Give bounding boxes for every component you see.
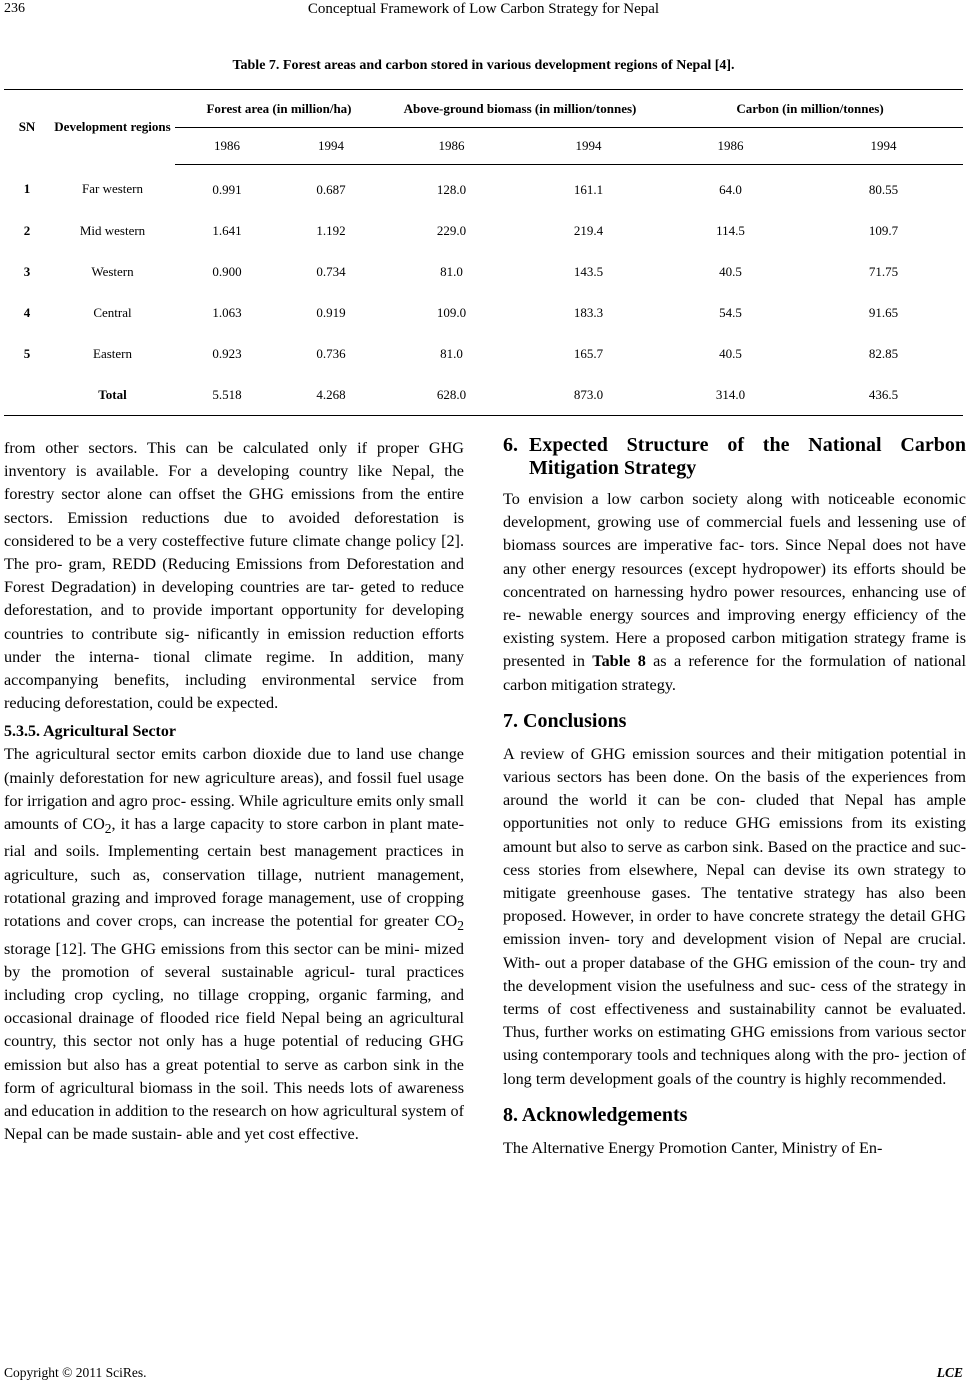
cell-value: 114.5 bbox=[716, 222, 745, 238]
body-paragraph: from other sectors. This can be calculated only if proper GHG inventory is available. For a developing country like Nepal, the forestry sector alone can offset the GHG emissions from the entire sectors. Emission reductions due to avoided deforestation is considered to be a very costeffective future climate change policy [2]. The pro- gram, REDD (Reducing Emissions from Deforestation and Forest Degradation) in developing countries are tar- geted to reduce deforestation, and to provide important opportunity for developing countries to contribute sig- nificantly in emission reduction efforts under the interna- tional climate regime. In addition, many accompanying benefits, including environmental service from reducing deforestation, could be expected. bbox=[4, 439, 464, 713]
cell-value: 436.5 bbox=[868, 386, 899, 402]
table-row bbox=[4, 292, 963, 333]
table-reference: Table 8 bbox=[592, 652, 646, 671]
cell-sn: 5 bbox=[23, 345, 31, 361]
section-number: 7. bbox=[503, 709, 518, 732]
body-paragraph: A review of GHG emission sources and their mitigation potential in various sectors has been done. On the basis of the experiences from around the world it can be con- cluded that Nepal has ample opportunities not only to reduce GHG emissions from its existing amount but also to serve as carbon sink. Based on the practice and suc- cess stories from elsewhere, Nepal can devise its own strategy to mitigate greenhouse gases. The tentative strategy has also been proposed. However, in order to have concrete strategy the detail GHG emission inven- tory and development vision of Nepal are crucial. With- out a proper database of the GHG emission of the coun- try and the development vision the usefulness and suc- cess of the strategy in terms of cost effectiveness and sustainability cannot be evaluated. Thus, further works on estimating GHG emissions from various sector using contemporary tools and techniques along with the pro- jection of long term development goals of the country is highly recommended. bbox=[503, 744, 966, 1088]
paragraph-text: To envision a low carbon society along with noticeable economic development, growing use of commercial fuels and lessening use of biomass sources are imperative fac- tors. Since Nepal does not have any other energy resources (except hydropower) its efforts should be concentrated on harnessing hydro power resources, enhancing use of re- newable energy sources and improving energy efficiency of the existing system. Here a proposed carbon mitigation strategy frame is presented in bbox=[503, 490, 966, 671]
running-title: Conceptual Framework of Low Carbon Strategy for Nepal bbox=[307, 1, 660, 17]
cell-sn: 1 bbox=[23, 181, 31, 197]
cell-value: 1.192 bbox=[316, 222, 346, 238]
cell-value: 80.55 bbox=[868, 181, 899, 197]
subsection-heading: 5.3.5. Agricultural Sector bbox=[4, 723, 176, 741]
header-year: 1986 bbox=[383, 128, 520, 165]
header-year: 1994 bbox=[804, 128, 963, 165]
right-column bbox=[503, 434, 966, 1160]
cell-value: 40.5 bbox=[719, 263, 742, 279]
cell-value: 109.0 bbox=[436, 304, 467, 320]
paragraph-text: , it has a large capacity to store carbon in plant mate- rial and soils. Implementing certain best management practices in agriculture, such as, conservation tillage, nutrient management, rotational grazing and improved forage management, use of cropping rotations and cover crops, can increase the potential for greater CO bbox=[4, 815, 464, 931]
section-number: 8. bbox=[503, 1103, 518, 1126]
section-heading bbox=[503, 434, 966, 480]
table-row bbox=[4, 210, 963, 251]
table-row bbox=[4, 251, 963, 292]
cell-value: 81.0 bbox=[440, 263, 463, 279]
header-carbon: Carbon (in million/tonnes) bbox=[657, 90, 963, 128]
cell-value: 628.0 bbox=[436, 386, 467, 402]
paragraph-text: as a reference for the formulation of national carbon mitigation strategy. bbox=[503, 652, 966, 694]
cell-value: 128.0 bbox=[436, 181, 467, 197]
section-number: 6. bbox=[503, 434, 518, 456]
cell-value: 81.0 bbox=[440, 345, 463, 361]
header-year: 1994 bbox=[520, 128, 657, 165]
table-total-row bbox=[4, 374, 963, 416]
cell-value: 71.75 bbox=[868, 263, 899, 279]
cell-value: 219.4 bbox=[573, 222, 604, 238]
header-region: Development regions bbox=[54, 119, 171, 135]
page-header bbox=[0, 0, 967, 24]
section-title: Acknowledgements bbox=[521, 1103, 688, 1126]
section-title: Conclusions bbox=[523, 709, 627, 732]
body-paragraph: The Alternative Energy Promotion Canter, Ministry of En- bbox=[503, 1138, 883, 1157]
journal-abbrev: LCE bbox=[936, 1365, 963, 1380]
cell-value: 54.5 bbox=[719, 304, 742, 320]
cell-value: 161.1 bbox=[573, 181, 604, 197]
cell-sn-empty bbox=[4, 374, 50, 416]
cell-sn: 4 bbox=[23, 304, 31, 320]
body-paragraph bbox=[4, 743, 464, 1146]
cell-value: 5.518 bbox=[212, 386, 242, 402]
paragraph-text: The agricultural sector emits carbon dioxide due to land use change (mainly deforestation for new agriculture areas), and fossil fuel usage for irrigation and agro proc- essing. While agriculture emits only small amounts of CO bbox=[4, 745, 464, 834]
cell-sn: 3 bbox=[23, 263, 31, 279]
subscript: 2 bbox=[457, 918, 464, 934]
section-title: Expected Structure of the National Carbon Mitigation Strategy bbox=[529, 434, 966, 479]
copyright: Copyright © 2011 SciRes. bbox=[4, 1365, 147, 1380]
cell-value: 109.7 bbox=[868, 222, 899, 238]
cell-region: Central bbox=[93, 304, 132, 320]
cell-value: 0.919 bbox=[316, 304, 346, 320]
cell-total-label: Total bbox=[98, 386, 127, 402]
cell-region: Mid western bbox=[79, 222, 146, 238]
cell-value: 229.0 bbox=[436, 222, 467, 238]
cell-value: 64.0 bbox=[719, 181, 742, 197]
paragraph-text: storage [12]. The GHG emissions from this sector can be mini- mized by the promotion of several sustainable agricul- tural practices including crop cycling, no tillage cropping, organic farming, and occasional drainage of flooded rice field Nepal being an agricultural country, this sector not only has a huge potential of reducing GHG emission but also has a great potential to serve as carbon sink in the form of agricultural biomass in the soil. This needs lots of awareness and education in addition to the research on how agricultural system of Nepal can be made sustain- able and yet cost effective. bbox=[4, 939, 464, 1144]
header-year: 1986 bbox=[175, 128, 279, 165]
header-biomass: Above-ground biomass (in million/tonnes) bbox=[383, 90, 657, 128]
header-year: 1994 bbox=[279, 128, 383, 165]
cell-value: 143.5 bbox=[573, 263, 604, 279]
cell-value: 0.687 bbox=[316, 181, 346, 197]
cell-value: 0.736 bbox=[316, 345, 346, 361]
cell-value: 4.268 bbox=[316, 386, 346, 402]
left-column bbox=[4, 437, 464, 1146]
header-sn: SN bbox=[18, 119, 36, 135]
forest-carbon-table bbox=[4, 89, 963, 416]
cell-value: 0.923 bbox=[212, 345, 242, 361]
cell-value: 1.641 bbox=[212, 222, 242, 238]
cell-value: 40.5 bbox=[719, 345, 742, 361]
table-caption: Table 7. Forest areas and carbon stored in various development regions of Nepal [4]. bbox=[232, 58, 735, 73]
body-paragraph bbox=[503, 488, 966, 697]
section-heading bbox=[503, 710, 966, 733]
cell-value: 0.900 bbox=[212, 263, 242, 279]
header-year: 1986 bbox=[657, 128, 804, 165]
cell-sn: 2 bbox=[23, 222, 31, 238]
subscript: 2 bbox=[104, 821, 112, 837]
cell-region: Eastern bbox=[93, 345, 132, 361]
cell-region: Far western bbox=[81, 181, 143, 197]
header-forest-area: Forest area (in million/ha) bbox=[175, 90, 383, 128]
table-row bbox=[4, 333, 963, 374]
cell-value: 1.063 bbox=[212, 304, 242, 320]
cell-value: 91.65 bbox=[868, 304, 899, 320]
cell-value: 0.991 bbox=[212, 181, 242, 197]
cell-value: 0.734 bbox=[316, 263, 346, 279]
cell-value: 183.3 bbox=[573, 304, 604, 320]
cell-value: 314.0 bbox=[715, 386, 746, 402]
cell-value: 82.85 bbox=[868, 345, 899, 361]
cell-value: 165.7 bbox=[573, 345, 604, 361]
section-heading bbox=[503, 1104, 966, 1127]
cell-region: Western bbox=[91, 263, 134, 279]
cell-value: 873.0 bbox=[573, 386, 604, 402]
page-number: 236 bbox=[4, 1, 25, 16]
table-row bbox=[4, 165, 963, 211]
